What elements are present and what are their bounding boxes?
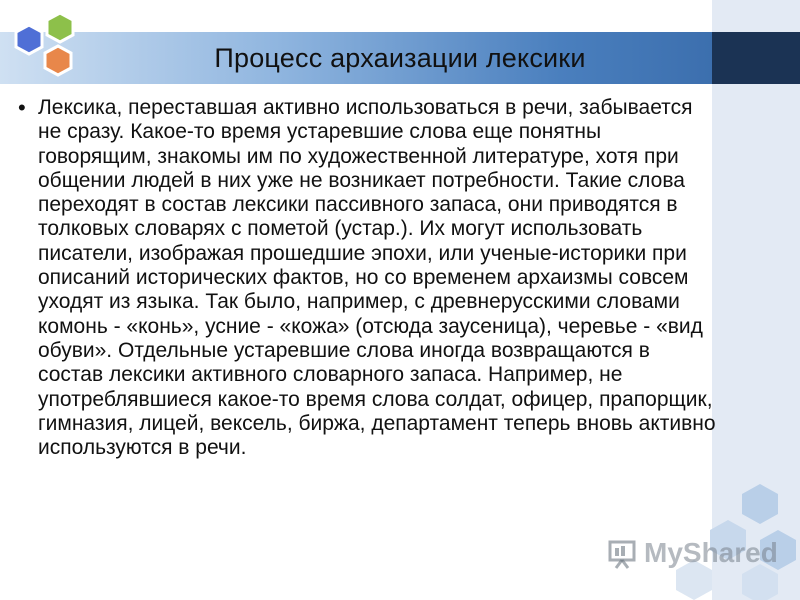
watermark-text: MyShared [644,537,778,568]
body-paragraph: Лексика, переставшая активно использоваться в речи, забывается не сразу. Какое-то время устаревшие слова еще понятны говорящим, знакомы им по художественной литературе, хотя при общении людей в них уже не возникает потребности. Такие слова переходят в состав лексики пассивного запаса, они приводятся в толковых словарях с пометой (устар.). Их могут использовать писатели, изображая прошедшие эпохи, или ученые-историки при описаний исторических фактов, но со временем архаизмы совсем уходят из языка. Так было, например, с древнерусскими словами комонь - «конь», усние - «кожа» (отсюда заусеница), черевье - «вид обуви». Отдельные устаревшие слова иногда возвращаются в состав лексики активного словарного запаса. Например, не употреблявшиеся какое-то время слова солдат, офицер, прапорщик, гимназия, лицей, вексель, биржа, департамент теперь вновь активно используются в речи. [38,96,716,460]
slide-body [18,96,718,460]
bullet-marker: • [18,95,26,120]
decorative-hexagons-icon [620,460,800,600]
slide-title: Процесс архаизации лексики [214,43,586,73]
presentation-board-icon [606,536,640,570]
watermark [606,536,778,570]
